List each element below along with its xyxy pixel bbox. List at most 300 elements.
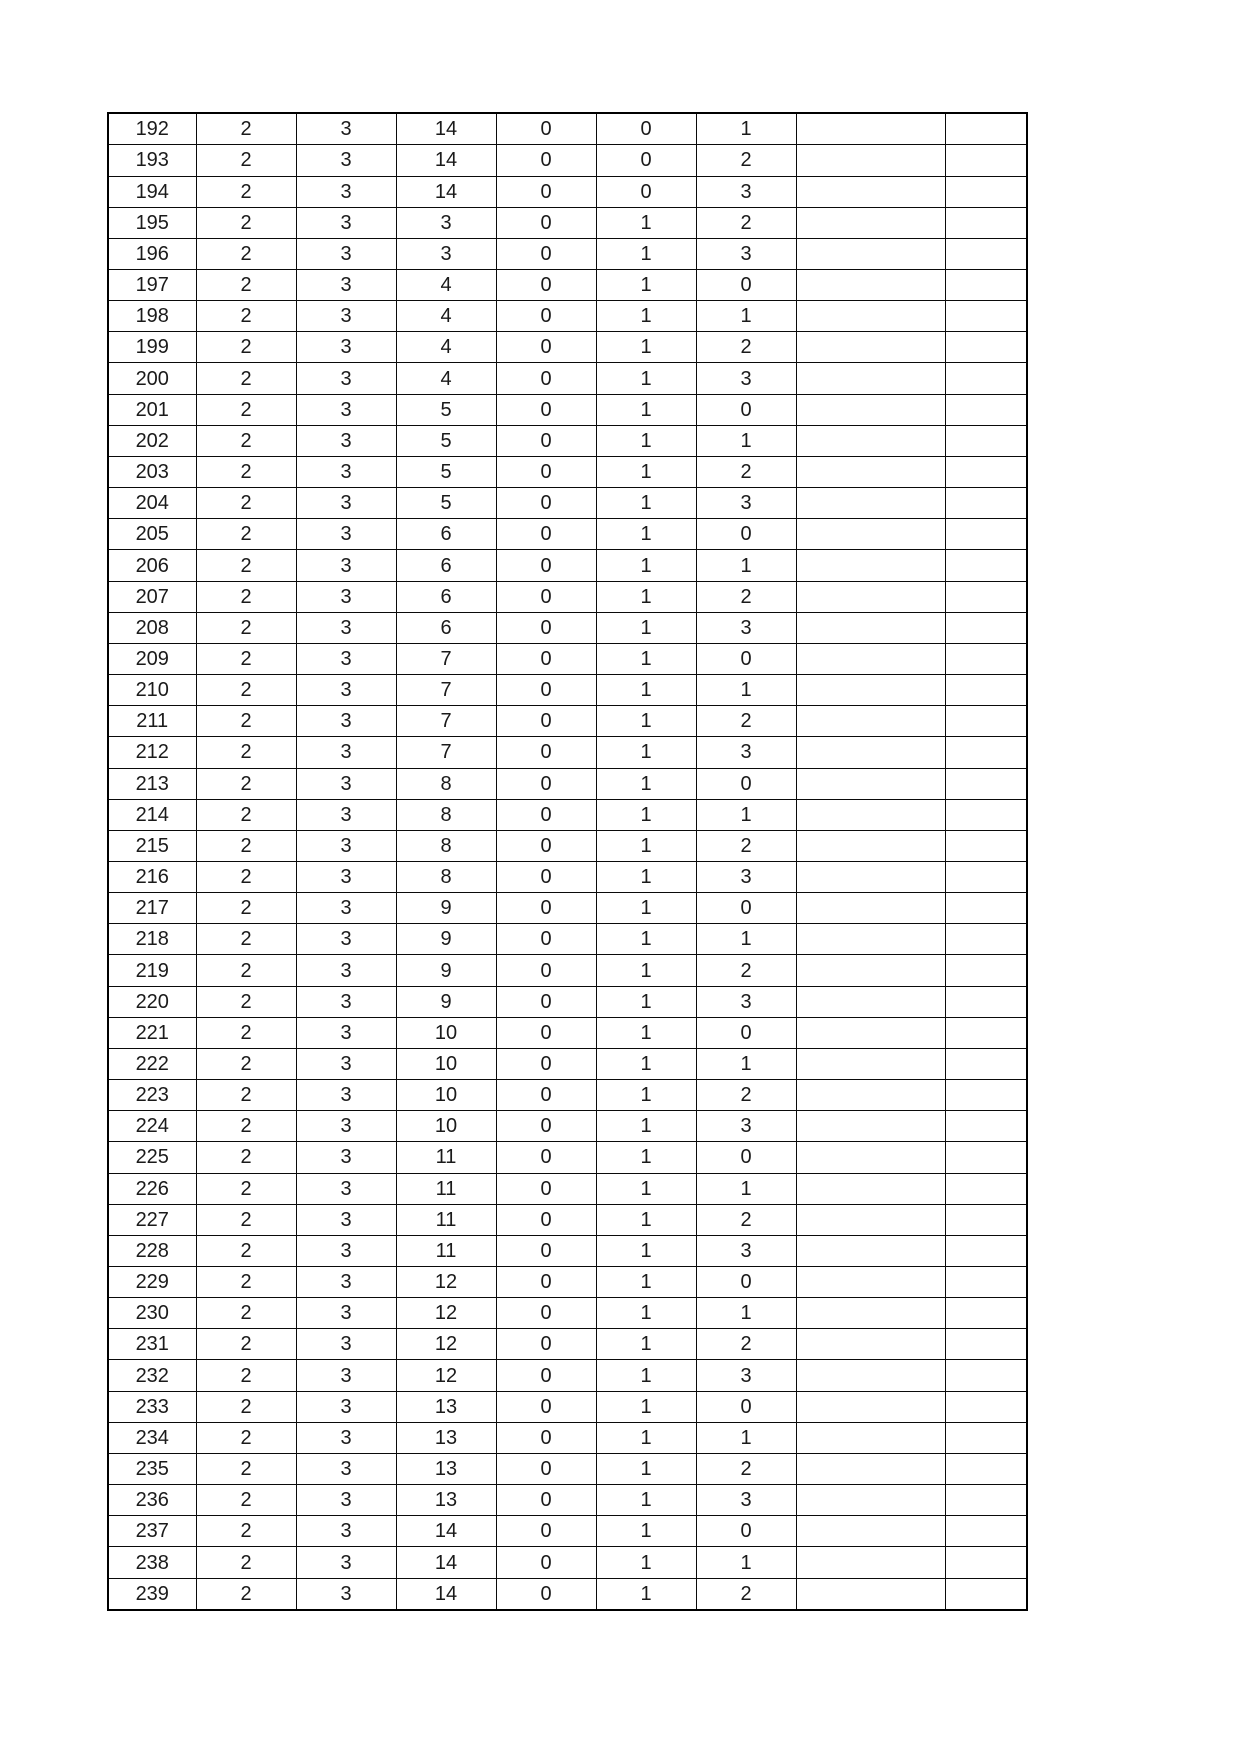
table-cell: 2: [196, 425, 296, 456]
table-cell: 1: [596, 1516, 696, 1547]
table-cell: 1: [596, 612, 696, 643]
table-cell: 2: [196, 1080, 296, 1111]
table-cell: 3: [696, 1360, 796, 1391]
table-cell: 3: [296, 425, 396, 456]
table-cell: [945, 1267, 1027, 1298]
table-cell: 0: [496, 1329, 596, 1360]
table-cell: 206: [108, 550, 196, 581]
table-cell: 0: [496, 207, 596, 238]
table-cell: 1: [696, 1173, 796, 1204]
table-cell: 3: [296, 550, 396, 581]
table-cell: 3: [296, 675, 396, 706]
table-cell: 2: [696, 1329, 796, 1360]
table-cell: 10: [396, 1048, 496, 1079]
table-row: [108, 145, 1027, 176]
table-cell: [945, 986, 1027, 1017]
table-cell: 3: [296, 830, 396, 861]
table-cell: 1: [596, 207, 696, 238]
table-cell: [945, 893, 1027, 924]
table-cell: 1: [696, 675, 796, 706]
table-cell: 238: [108, 1547, 196, 1578]
table-cell: 2: [196, 1391, 296, 1422]
table-cell: 0: [496, 394, 596, 425]
table-cell: [796, 924, 945, 955]
table-cell: 2: [196, 737, 296, 768]
table-cell: 211: [108, 706, 196, 737]
table-cell: 2: [196, 456, 296, 487]
table-cell: 2: [696, 1578, 796, 1610]
table-cell: 0: [496, 1142, 596, 1173]
table-cell: [945, 1048, 1027, 1079]
table-cell: 227: [108, 1204, 196, 1235]
table-cell: 1: [596, 332, 696, 363]
table-cell: 0: [596, 113, 696, 145]
table-cell: [945, 1298, 1027, 1329]
table-cell: 2: [196, 893, 296, 924]
table-cell: [945, 1111, 1027, 1142]
table-cell: [945, 1142, 1027, 1173]
table-cell: 3: [296, 1329, 396, 1360]
table-cell: 0: [496, 737, 596, 768]
table-cell: 2: [196, 1360, 296, 1391]
table-cell: 0: [496, 924, 596, 955]
table-row: [108, 1204, 1027, 1235]
table-cell: 2: [196, 861, 296, 892]
table-cell: 2: [196, 1111, 296, 1142]
table-cell: 2: [196, 830, 296, 861]
table-cell: [796, 612, 945, 643]
table-cell: 0: [496, 986, 596, 1017]
table-cell: 0: [496, 675, 596, 706]
table-row: [108, 207, 1027, 238]
table-cell: 0: [496, 1391, 596, 1422]
table-cell: [796, 270, 945, 301]
table-row: [108, 113, 1027, 145]
table-cell: [945, 550, 1027, 581]
table-cell: 0: [496, 425, 596, 456]
table-row: [108, 1360, 1027, 1391]
table-cell: 3: [296, 1080, 396, 1111]
table-cell: 4: [396, 270, 496, 301]
table-cell: 3: [296, 394, 396, 425]
table-cell: 3: [696, 176, 796, 207]
table-cell: 196: [108, 238, 196, 269]
table-row: [108, 363, 1027, 394]
table-cell: 6: [396, 519, 496, 550]
table-cell: [796, 332, 945, 363]
table-row: [108, 799, 1027, 830]
table-cell: 1: [596, 270, 696, 301]
table-cell: [945, 612, 1027, 643]
table-cell: 3: [296, 706, 396, 737]
table-cell: 2: [196, 488, 296, 519]
table-cell: 3: [296, 924, 396, 955]
table-cell: 6: [396, 550, 496, 581]
table-cell: 226: [108, 1173, 196, 1204]
table-cell: 7: [396, 643, 496, 674]
table-cell: 3: [296, 1204, 396, 1235]
table-cell: 198: [108, 301, 196, 332]
table-cell: 0: [496, 1547, 596, 1578]
table-cell: [796, 519, 945, 550]
table-row: [108, 861, 1027, 892]
table-cell: 218: [108, 924, 196, 955]
table-cell: 194: [108, 176, 196, 207]
table-cell: 232: [108, 1360, 196, 1391]
table-cell: 2: [196, 1235, 296, 1266]
table-cell: 1: [596, 955, 696, 986]
table-cell: [796, 955, 945, 986]
table-cell: 234: [108, 1422, 196, 1453]
table-cell: [945, 488, 1027, 519]
table-cell: 14: [396, 1516, 496, 1547]
table-cell: [796, 1204, 945, 1235]
table-cell: [945, 706, 1027, 737]
table-cell: 1: [596, 425, 696, 456]
table-cell: 1: [596, 799, 696, 830]
table-cell: 3: [296, 1298, 396, 1329]
table-cell: 1: [596, 1204, 696, 1235]
table-cell: 14: [396, 1547, 496, 1578]
table-cell: [945, 1485, 1027, 1516]
table-cell: 1: [596, 1453, 696, 1484]
table-cell: 0: [496, 1453, 596, 1484]
table-cell: 0: [496, 238, 596, 269]
table-cell: 11: [396, 1142, 496, 1173]
table-cell: 1: [596, 1547, 696, 1578]
table-cell: 2: [196, 1329, 296, 1360]
table-cell: [796, 1267, 945, 1298]
table-cell: 212: [108, 737, 196, 768]
table-cell: [945, 1516, 1027, 1547]
table-cell: 3: [296, 332, 396, 363]
table-cell: [945, 519, 1027, 550]
table-cell: [796, 1235, 945, 1266]
table-cell: [796, 768, 945, 799]
table-cell: 0: [496, 1422, 596, 1453]
table-row: [108, 1017, 1027, 1048]
table-cell: 1: [596, 1111, 696, 1142]
table-cell: 1: [596, 1422, 696, 1453]
table-cell: 3: [396, 238, 496, 269]
table-cell: 0: [496, 176, 596, 207]
table-cell: 3: [296, 643, 396, 674]
table-cell: 12: [396, 1267, 496, 1298]
table-cell: 1: [696, 425, 796, 456]
table-cell: [945, 1391, 1027, 1422]
table-cell: [945, 456, 1027, 487]
table-cell: 1: [596, 768, 696, 799]
table-cell: 0: [496, 830, 596, 861]
table-cell: [796, 830, 945, 861]
table-cell: 1: [596, 861, 696, 892]
table-cell: 12: [396, 1298, 496, 1329]
table-cell: 3: [696, 737, 796, 768]
table-cell: 0: [496, 456, 596, 487]
table-cell: [796, 207, 945, 238]
table-cell: [796, 1391, 945, 1422]
table-cell: [945, 1329, 1027, 1360]
table-cell: 0: [496, 1111, 596, 1142]
table-cell: [796, 113, 945, 145]
table-cell: 2: [196, 332, 296, 363]
table-cell: [796, 1298, 945, 1329]
table-cell: 224: [108, 1111, 196, 1142]
table-cell: 0: [496, 1360, 596, 1391]
table-cell: [945, 1080, 1027, 1111]
table-cell: 2: [696, 145, 796, 176]
table-cell: [945, 301, 1027, 332]
table-cell: 3: [696, 238, 796, 269]
table-cell: 3: [296, 893, 396, 924]
table-cell: 0: [696, 768, 796, 799]
table-cell: 11: [396, 1235, 496, 1266]
table-cell: [796, 1578, 945, 1610]
table-cell: [945, 176, 1027, 207]
table-cell: 2: [696, 955, 796, 986]
table-cell: 2: [696, 207, 796, 238]
table-row: [108, 768, 1027, 799]
table-cell: 214: [108, 799, 196, 830]
table-cell: 215: [108, 830, 196, 861]
table-cell: [945, 830, 1027, 861]
table-cell: [796, 1173, 945, 1204]
table-row: [108, 176, 1027, 207]
table-cell: 193: [108, 145, 196, 176]
table-cell: 6: [396, 612, 496, 643]
table-cell: 0: [496, 1080, 596, 1111]
table-cell: 1: [596, 238, 696, 269]
table-cell: 3: [396, 207, 496, 238]
table-cell: [796, 1017, 945, 1048]
table-cell: 217: [108, 893, 196, 924]
table-cell: 0: [496, 955, 596, 986]
table-cell: 1: [596, 706, 696, 737]
table-cell: 1: [596, 1391, 696, 1422]
table-cell: 2: [196, 363, 296, 394]
table-row: [108, 706, 1027, 737]
table-cell: 239: [108, 1578, 196, 1610]
table-cell: [796, 456, 945, 487]
table-cell: 0: [496, 363, 596, 394]
table-cell: 2: [196, 612, 296, 643]
table-cell: 11: [396, 1204, 496, 1235]
table-cell: [945, 238, 1027, 269]
table-cell: 1: [696, 924, 796, 955]
table-cell: 0: [496, 1267, 596, 1298]
table-cell: 235: [108, 1453, 196, 1484]
table-cell: 1: [596, 1173, 696, 1204]
table-cell: 3: [296, 1142, 396, 1173]
table-cell: 1: [596, 1329, 696, 1360]
table-cell: 2: [196, 1516, 296, 1547]
table-cell: 3: [296, 1422, 396, 1453]
table-cell: 203: [108, 456, 196, 487]
table-cell: 1: [596, 737, 696, 768]
table-cell: 0: [496, 768, 596, 799]
table-row: [108, 1547, 1027, 1578]
table-cell: 9: [396, 955, 496, 986]
table-cell: 1: [596, 488, 696, 519]
table-cell: 1: [696, 1048, 796, 1079]
table-cell: 230: [108, 1298, 196, 1329]
table-cell: 197: [108, 270, 196, 301]
table-row: [108, 1391, 1027, 1422]
table-row: [108, 893, 1027, 924]
table-cell: 3: [296, 955, 396, 986]
table-cell: 2: [196, 675, 296, 706]
table-cell: 9: [396, 986, 496, 1017]
table-cell: 2: [196, 270, 296, 301]
table-cell: 3: [296, 1485, 396, 1516]
table-cell: 219: [108, 955, 196, 986]
table-cell: 216: [108, 861, 196, 892]
table-cell: 1: [596, 519, 696, 550]
table-cell: 1: [696, 1298, 796, 1329]
table-cell: 1: [596, 1267, 696, 1298]
table-cell: 200: [108, 363, 196, 394]
table-cell: 2: [696, 830, 796, 861]
table-body: [108, 113, 1027, 1610]
table-cell: [945, 581, 1027, 612]
table-row: [108, 1578, 1027, 1610]
table-cell: 3: [696, 1485, 796, 1516]
table-cell: 8: [396, 861, 496, 892]
table-cell: [796, 301, 945, 332]
table-cell: [945, 1173, 1027, 1204]
table-cell: [945, 737, 1027, 768]
table-cell: 3: [296, 861, 396, 892]
table-cell: 0: [696, 1516, 796, 1547]
table-cell: 0: [496, 145, 596, 176]
table-cell: 2: [196, 238, 296, 269]
table-cell: [796, 643, 945, 674]
table-cell: 0: [496, 612, 596, 643]
table-cell: 0: [496, 519, 596, 550]
table-cell: 3: [296, 581, 396, 612]
table-cell: 4: [396, 332, 496, 363]
table-cell: 3: [296, 519, 396, 550]
table-cell: 1: [696, 1547, 796, 1578]
table-cell: 0: [696, 1017, 796, 1048]
table-cell: 3: [296, 1547, 396, 1578]
table-cell: 1: [696, 301, 796, 332]
table-row: [108, 1453, 1027, 1484]
table-cell: 3: [696, 861, 796, 892]
table-cell: 4: [396, 363, 496, 394]
table-cell: [796, 238, 945, 269]
table-row: [108, 456, 1027, 487]
table-cell: 3: [296, 1235, 396, 1266]
table-cell: 14: [396, 145, 496, 176]
table-cell: 192: [108, 113, 196, 145]
table-cell: 0: [496, 332, 596, 363]
table-cell: [796, 861, 945, 892]
table-cell: 1: [596, 301, 696, 332]
table-cell: 3: [696, 488, 796, 519]
table-cell: [796, 1485, 945, 1516]
table-row: [108, 675, 1027, 706]
table-cell: 2: [196, 955, 296, 986]
table-cell: 0: [496, 1235, 596, 1266]
table-cell: 3: [296, 1360, 396, 1391]
table-cell: 2: [696, 1080, 796, 1111]
table-cell: 1: [596, 830, 696, 861]
table-cell: [945, 425, 1027, 456]
table-cell: [796, 986, 945, 1017]
table-cell: 1: [596, 1048, 696, 1079]
table-cell: 0: [496, 550, 596, 581]
table-row: [108, 643, 1027, 674]
table-cell: [796, 1547, 945, 1578]
table-row: [108, 1111, 1027, 1142]
table-cell: 2: [196, 1142, 296, 1173]
table-cell: 3: [696, 1111, 796, 1142]
table-cell: 0: [496, 643, 596, 674]
table-cell: 3: [296, 145, 396, 176]
table-cell: 3: [696, 1235, 796, 1266]
table-cell: 228: [108, 1235, 196, 1266]
table-cell: 3: [296, 1391, 396, 1422]
table-cell: 208: [108, 612, 196, 643]
table-cell: [945, 924, 1027, 955]
table-cell: 1: [596, 675, 696, 706]
table-cell: [796, 394, 945, 425]
table-cell: 2: [196, 1485, 296, 1516]
table-cell: 0: [696, 519, 796, 550]
table-cell: [796, 1360, 945, 1391]
table-cell: 3: [696, 986, 796, 1017]
table-cell: 0: [496, 861, 596, 892]
table-cell: 3: [296, 1111, 396, 1142]
table-cell: 2: [196, 550, 296, 581]
table-row: [108, 301, 1027, 332]
table-cell: 2: [196, 145, 296, 176]
table-cell: 0: [696, 270, 796, 301]
table-cell: [945, 394, 1027, 425]
table-cell: 0: [496, 799, 596, 830]
table-cell: [796, 1453, 945, 1484]
table-cell: 1: [696, 550, 796, 581]
table-cell: 2: [696, 706, 796, 737]
table-cell: 0: [496, 1048, 596, 1079]
table-cell: [796, 1142, 945, 1173]
table-cell: 1: [596, 986, 696, 1017]
table-cell: 229: [108, 1267, 196, 1298]
table-cell: 199: [108, 332, 196, 363]
table-row: [108, 1422, 1027, 1453]
table-cell: 2: [196, 301, 296, 332]
table-row: [108, 986, 1027, 1017]
table-cell: 3: [296, 986, 396, 1017]
table-cell: 1: [596, 1080, 696, 1111]
table-cell: 2: [196, 1017, 296, 1048]
table-cell: 225: [108, 1142, 196, 1173]
table-row: [108, 1298, 1027, 1329]
table-cell: 3: [296, 737, 396, 768]
table-cell: 2: [196, 1204, 296, 1235]
table-cell: 2: [196, 986, 296, 1017]
table-cell: 2: [196, 519, 296, 550]
table-cell: 2: [696, 456, 796, 487]
table-cell: 195: [108, 207, 196, 238]
table-cell: 2: [196, 1048, 296, 1079]
table-cell: [796, 550, 945, 581]
table-cell: 5: [396, 425, 496, 456]
table-cell: [796, 1048, 945, 1079]
table-cell: [796, 488, 945, 519]
table-cell: [945, 1547, 1027, 1578]
